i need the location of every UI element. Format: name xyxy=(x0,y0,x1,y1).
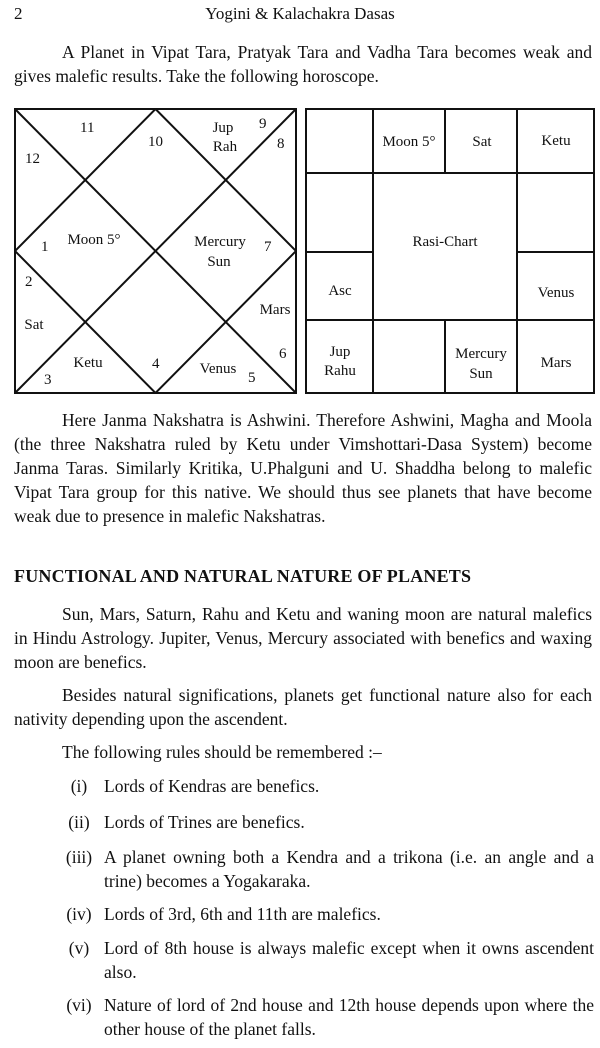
rasi-cell-jup: Jup xyxy=(329,344,351,360)
house-number-7: 7 xyxy=(264,239,272,255)
house-number-9: 9 xyxy=(259,116,267,132)
house7-planet-sun: Sun xyxy=(207,254,231,270)
janma-nakshatra-paragraph xyxy=(14,408,592,528)
rule-text: Lord of 8th house is always malefic except when it owns ascendent also. xyxy=(104,938,594,982)
rule-number: (iv) xyxy=(66,904,92,924)
house-number-2: 2 xyxy=(25,274,33,290)
rasi-cell-asc: Asc xyxy=(328,283,352,299)
rasi-cell-venus: Venus xyxy=(537,285,575,301)
rule-text: Nature of lord of 2nd house and 12th house depends upon where the other house of the planet falls. xyxy=(104,995,594,1039)
house-number-3: 3 xyxy=(44,372,52,388)
house-number-5: 5 xyxy=(248,370,256,386)
house-number-12: 12 xyxy=(25,151,40,167)
rule-text: A planet owning both a Kendra and a trikona (i.e. an angle and a trine) becomes a Yogakaraka. xyxy=(104,847,594,891)
rasi-chart-title: Rasi-Chart xyxy=(412,234,478,250)
rasi-chart xyxy=(305,108,595,394)
rule-number: (v) xyxy=(68,938,90,958)
north-indian-chart xyxy=(14,108,297,394)
house9-planet-rah: Rah xyxy=(212,139,238,155)
page-number: 2 xyxy=(14,4,23,23)
house5-planet-venus: Venus xyxy=(199,361,237,377)
rule-text: Lords of Kendras are benefics. xyxy=(104,776,320,796)
running-title: Yogini & Kalachakra Dasas xyxy=(205,4,395,23)
house7-planet-mercury: Mercury xyxy=(194,234,246,250)
functional-nature-paragraph xyxy=(14,683,592,731)
house6-planet-mars: Mars xyxy=(259,302,291,318)
house2-planet-sat: Sat xyxy=(24,317,44,333)
rasi-cell-moon: Moon 5° xyxy=(382,134,436,150)
paragraph4-text: Besides natural significations, planets get functional nature also for each nativity depending upon the ascendent. xyxy=(14,685,592,729)
house-number-8: 8 xyxy=(277,136,285,152)
paragraph5-text: The following rules should be remembered :– xyxy=(62,742,382,762)
natural-malefics-paragraph xyxy=(14,602,592,674)
paragraph3-text: Sun, Mars, Saturn, Rahu and Ketu and waning moon are natural malefics in Hindu Astrology. Jupiter, Venus, Mercury associated with benefics and waxing moon are benefics. xyxy=(14,604,592,672)
house-number-10: 10 xyxy=(148,134,163,150)
house-number-1: 1 xyxy=(41,239,49,255)
intro-paragraph xyxy=(14,40,592,88)
rule-number: (ii) xyxy=(68,812,90,832)
house1-planet-moon: Moon 5° xyxy=(67,232,121,248)
rule-text: Lords of 3rd, 6th and 11th are malefics. xyxy=(104,904,381,924)
house9-planet-jup: Jup xyxy=(212,120,234,136)
rule-number: (iii) xyxy=(65,847,93,867)
rasi-cell-mars: Mars xyxy=(540,355,572,371)
rule-number: (i) xyxy=(70,776,88,796)
section-heading: FUNCTIONAL AND NATURAL NATURE OF PLANETS xyxy=(14,566,472,586)
rasi-cell-mercury: Mercury xyxy=(455,346,507,362)
rule-text: Lords of Trines are benefics. xyxy=(104,812,305,832)
house-number-6: 6 xyxy=(279,346,287,362)
house-number-11: 11 xyxy=(80,120,95,136)
rasi-cell-sun: Sun xyxy=(469,366,493,382)
rule-number: (vi) xyxy=(66,995,92,1015)
rasi-cell-sat: Sat xyxy=(472,134,492,150)
rules-intro-paragraph xyxy=(14,740,592,764)
rasi-cell-rahu: Rahu xyxy=(324,363,356,379)
house4-planet-ketu: Ketu xyxy=(73,355,103,371)
rasi-cell-ketu: Ketu xyxy=(541,133,571,149)
paragraph2-text: Here Janma Nakshatra is Ashwini. Therefore Ashwini, Magha and Moola (the three Nakshatra ruled by Ketu under Vimshottari-Dasa System) become Janma Taras. Similarly Kritika, U.Phalguni and U. Shaddha belong to malefic Vipat Tara group for this native. We should thus see planets that have become weak due to presence in malefic Nakshatras. xyxy=(14,410,592,526)
house-number-4: 4 xyxy=(152,356,160,372)
intro-text: A Planet in Vipat Tara, Pratyak Tara and Vadha Tara becomes weak and gives malefic results. Take the following horoscope. xyxy=(14,42,592,86)
